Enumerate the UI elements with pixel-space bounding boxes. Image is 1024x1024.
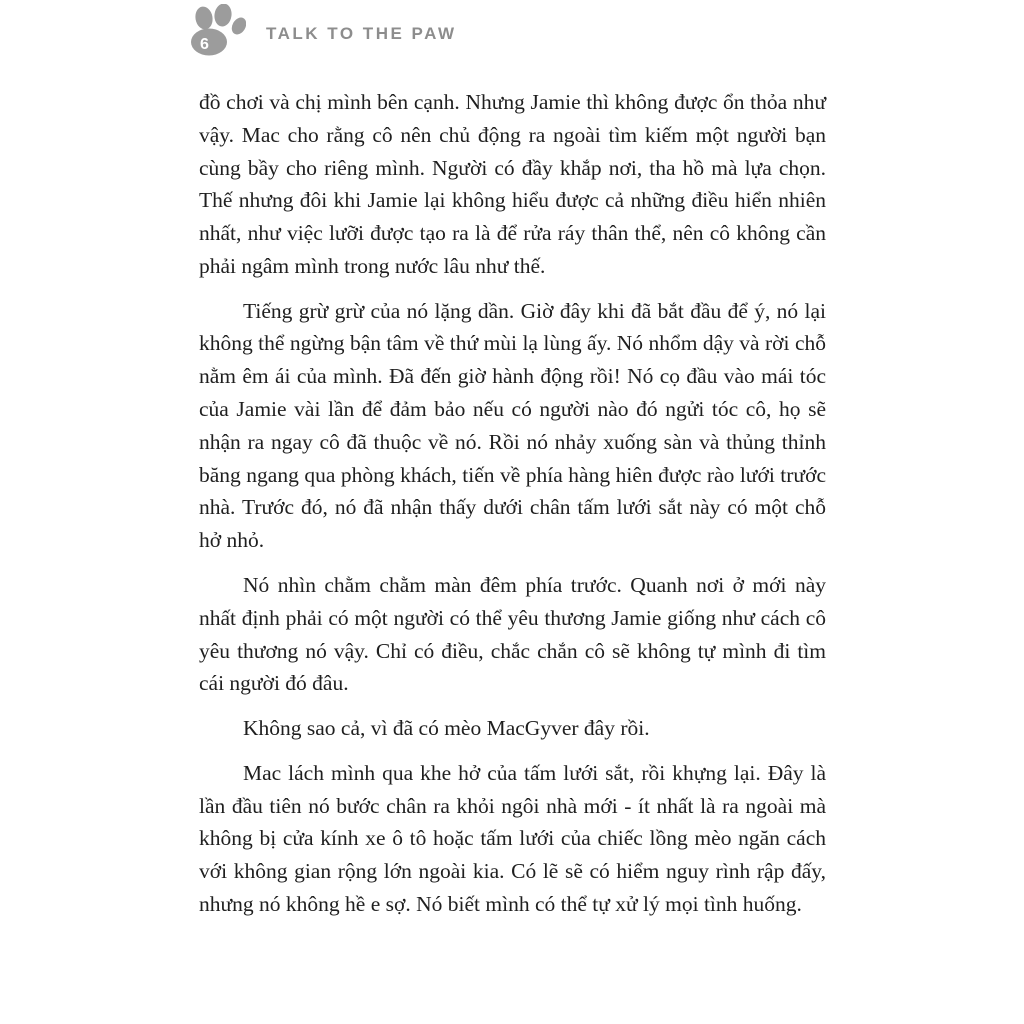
paragraph: Không sao cả, vì đã có mèo MacGyver đây rồi. <box>243 716 650 741</box>
paw-print-icon <box>186 4 246 56</box>
page-body <box>199 86 826 933</box>
paragraph: đồ chơi và chị mình bên cạnh. Nhưng Jamie thì không được ổn thỏa như vậy. Mac cho rằng cô nên chủ động ra ngoài tìm kiếm một người bạn cùng bầy cho riêng mình. Người có đầy khắp nơi, tha hồ mà lựa chọn. Thế nhưng đôi khi Jamie lại không hiểu được cả những điều hiển nhiên nhất, như việc lưỡi được tạo ra là để rửa ráy thân thể, nên cô không cần phải ngâm mình trong nước lâu như thế. <box>199 90 826 278</box>
page-number: 6 <box>200 36 209 53</box>
paragraph: Mac lách mình qua khe hở của tấm lưới sắt, rồi khựng lại. Đây là lần đầu tiên nó bước chân ra khỏi ngôi nhà mới - ít nhất là ra ngoài mà không bị cửa kính xe ô tô hoặc tấm lưới của chiếc lồng mèo ngăn cách với không gian rộng lớn ngoài kia. Có lẽ sẽ có hiểm nguy rình rập đấy, nhưng nó không hề e sợ. Nó biết mình có thể tự xử lý mọi tình huống. <box>199 760 826 916</box>
paragraph: Tiếng grừ grừ của nó lặng dần. Giờ đây khi đã bắt đầu để ý, nó lại không thể ngừng bận tâm về thứ mùi lạ lùng ấy. Nó nhổm dậy và rời chỗ nằm êm ái của mình. Đã đến giờ hành động rồi! Nó cọ đầu vào mái tóc của Jamie vài lần để đảm bảo nếu có người nào đó ngửi tóc cô, họ sẽ nhận ra ngay cô đã thuộc về nó. Rồi nó nhảy xuống sàn và thủng thỉnh băng ngang qua phòng khách, tiến về phía hàng hiên được rào lưới trước nhà. Trước đó, nó đã nhận thấy dưới chân tấm lưới sắt này có một chỗ hở nhỏ. <box>199 298 826 553</box>
paw-icon <box>186 4 246 56</box>
page-header <box>186 4 457 56</box>
book-title: TALK TO THE PAW <box>266 24 457 43</box>
paragraph: Nó nhìn chằm chằm màn đêm phía trước. Quanh nơi ở mới này nhất định phải có một người có thể yêu thương Jamie giống như cách cô yêu thương nó vậy. Chỉ có điều, chắc chắn cô sẽ không tự mình đi tìm cái người đó đâu. <box>199 572 826 696</box>
